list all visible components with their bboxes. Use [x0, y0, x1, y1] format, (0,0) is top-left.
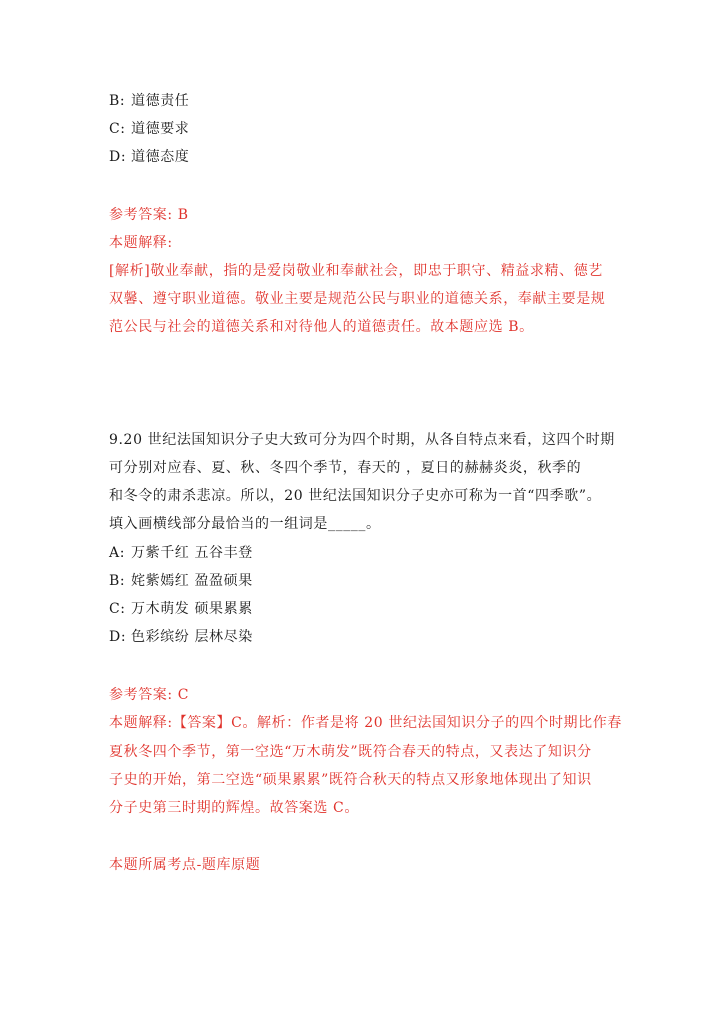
- option-letter: B:: [109, 573, 126, 589]
- prev-option-d: [109, 147, 189, 167]
- prev-explanation-line: 范公民与社会的道德关系和对待他人的道德责任。故本题应选 B。: [109, 319, 534, 335]
- option-text: 道德责任: [131, 93, 190, 109]
- q9-stem-line: 9.20 世纪法国知识分子史大致可分为四个时期，从各自特点来看，这四个时期: [109, 432, 615, 448]
- q9-answer: 参考答案: C: [109, 687, 190, 703]
- q9-explanation-line: 分子史第三时期的辉煌。故答案选 C。: [109, 800, 359, 816]
- prev-option-c: [109, 119, 189, 139]
- prev-answer: 参考答案: B: [109, 207, 189, 223]
- prev-explanation-line: [解析]敬业奉献，指的是爱岗敬业和奉献社会，即忠于职守、精益求精、德艺: [109, 263, 603, 279]
- q9-option-a: [109, 543, 253, 563]
- q9-option-d: [109, 627, 253, 647]
- footer-note: 本题所属考点-题库原题: [109, 857, 261, 873]
- q9-stem-line: 和冬令的肃杀悲凉。所以，20 世纪法国知识分子史亦可称为一首“四季歌”。: [109, 488, 602, 504]
- option-text: 道德要求: [131, 121, 190, 137]
- prev-option-b: [109, 91, 189, 111]
- option-text: 姹紫嫣红 盈盈硕果: [131, 573, 253, 589]
- option-text: 色彩缤纷 层林尽染: [131, 629, 253, 645]
- q9-explanation-line: 夏秋冬四个季节，第一空选“万木萌发”既符合春天的特点，又表达了知识分: [109, 744, 592, 760]
- option-letter: C:: [109, 601, 126, 617]
- option-text: 万木萌发 硕果累累: [131, 601, 253, 617]
- option-letter: D:: [109, 149, 127, 165]
- option-text: 道德态度: [131, 149, 190, 165]
- prev-explanation-label: 本题解释:: [109, 235, 173, 251]
- q9-option-c: [109, 599, 253, 619]
- q9-stem-line: 填入画横线部分最恰当的一组词是_____。: [109, 516, 381, 532]
- option-letter: A:: [109, 545, 126, 561]
- option-letter: C:: [109, 121, 126, 137]
- q9-explanation-line: 本题解释:【答案】C。解析：作者是将 20 世纪法国知识分子的四个时期比作春: [109, 715, 622, 731]
- q9-option-b: [109, 571, 253, 591]
- q9-stem-line: 可分别对应春、夏、秋、冬四个季节，春天的 ，夏日的赫赫炎炎，秋季的: [109, 460, 582, 476]
- prev-explanation-line: 双馨、遵守职业道德。敬业主要是规范公民与职业的道德关系，奉献主要是规: [109, 291, 606, 307]
- option-letter: D:: [109, 629, 127, 645]
- option-text: 万紫千红 五谷丰登: [131, 545, 253, 561]
- option-letter: B:: [109, 93, 126, 109]
- q9-explanation-line: 子史的开始，第二空选“硕果累累”既符合秋天的特点又形象地体现出了知识: [109, 772, 592, 788]
